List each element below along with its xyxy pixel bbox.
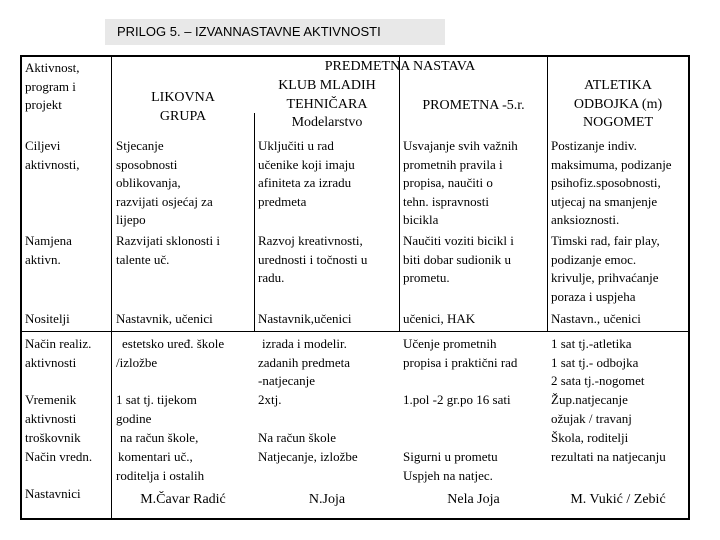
teacher-likovna: M.Čavar Radić — [140, 492, 226, 507]
row-label-nacin: Način realiz. aktivnosti — [25, 336, 92, 370]
row-divider — [22, 331, 688, 332]
teacher-klub: N.Joja — [308, 492, 346, 507]
header-row-label: Aktivnost, program i projekt — [25, 60, 80, 113]
header-atletika: ATLETIKA ODBOJKA (m) NOGOMET — [573, 78, 663, 131]
cell-vrednovanje-klub: Natjecanje, izložbe — [258, 449, 358, 464]
header-likovna: LIKOVNA GRUPA — [151, 90, 215, 124]
cell-namjena-klub: Razvoj kreativnosti, urednosti i točnosti u radu. — [258, 233, 368, 286]
header-prometna: PROMETNA -5.r. — [422, 98, 525, 113]
cell-vrednovanje-likovna: komentari uč., roditelja i ostalih — [116, 449, 205, 483]
cell-nositelji-atletika: Nastavn., učenici — [551, 311, 641, 326]
cell-vremenik-likovna: 1 sat tj. tijekom godine — [116, 392, 197, 426]
cell-vrednovanje-prometna: Sigurni u prometu Uspjeh na natjec. — [403, 449, 498, 483]
cell-vremenik-klub: 2xtj. — [258, 392, 282, 407]
row-label-nositelji: Nositelji — [25, 311, 70, 326]
cell-vremenik-atletika: Žup.natjecanje ožujak / travanj — [551, 392, 632, 426]
row-label-troskovnik: troškovnik — [25, 430, 81, 445]
activities-table — [20, 55, 690, 520]
cell-ciljevi-prometna: Usvajanje svih važnih prometnih pravila i propisa, naučiti o tehn. ispravnosti bicikla — [403, 138, 518, 228]
group-title: PREDMETNA NASTAVA — [324, 59, 476, 74]
row-label-namjena: Namjena aktivn. — [25, 233, 72, 267]
cell-namjena-atletika: Timski rad, fair play, podizanje emoc. krivulje, prihvaćanje poraza i uspjeha — [551, 233, 660, 304]
cell-troskovnik-likovna: na račun škole, — [120, 430, 199, 445]
column-divider — [111, 57, 112, 520]
row-label-vremenik: Vremenik aktivnosti — [25, 392, 77, 426]
cell-nacin-atletika: 1 sat tj.-atletika 1 sat tj.- odbojka 2 sata tj.-nogomet — [551, 336, 645, 389]
cell-nositelji-klub: Nastavnik,učenici — [258, 311, 352, 326]
cell-ciljevi-atletika: Postizanje indiv. maksimuma, podizanje psihofiz.sposobnosti, utjecaj na smanjenje anksioznosti. — [551, 138, 672, 228]
cell-troskovnik-atletika: Škola, roditelji — [551, 430, 629, 445]
cell-nositelji-prometna: učenici, HAK — [403, 311, 476, 326]
row-label-ciljevi: Ciljevi aktivnosti, — [25, 138, 80, 172]
column-divider — [254, 113, 255, 331]
header-klub: KLUB MLADIH TEHNIČARA Modelarstvo — [278, 78, 376, 131]
cell-nacin-prometna: Učenje prometnih propisa i praktični rad — [403, 336, 518, 370]
cell-namjena-prometna: Naučiti voziti bicikl i biti dobar sudionik u prometu. — [403, 233, 514, 286]
cell-nacin-likovna: estetsko uređ. škole /izložbe — [116, 336, 225, 370]
row-label-vrednovanje: Način vredn. — [25, 449, 93, 464]
page-title: PRILOG 5. – IZVANNASTAVNE AKTIVNOSTI — [105, 19, 445, 45]
row-label-nastavnici: Nastavnici — [25, 486, 81, 501]
cell-nacin-klub: izrada i modelir. zadanih predmeta -natjecanje — [258, 336, 351, 389]
cell-vrednovanje-atletika: rezultati na natjecanju — [551, 449, 666, 464]
cell-vremenik-prometna: 1.pol -2 gr.po 16 sati — [403, 392, 511, 407]
cell-troskovnik-klub: Na račun škole — [258, 430, 336, 445]
cell-nositelji-likovna: Nastavnik, učenici — [116, 311, 213, 326]
teacher-prometna: Nela Joja — [447, 492, 500, 507]
teacher-atletika: M. Vukić / Zebić — [570, 492, 666, 507]
cell-ciljevi-klub: Uključiti u rad učenike koji imaju afiniteta za izradu predmeta — [258, 138, 355, 209]
cell-namjena-likovna: Razvijati sklonosti i talente uč. — [116, 233, 220, 267]
cell-ciljevi-likovna: Stjecanje sposobnosti oblikovanja, razvijati osjećaj za lijepo — [116, 138, 213, 228]
